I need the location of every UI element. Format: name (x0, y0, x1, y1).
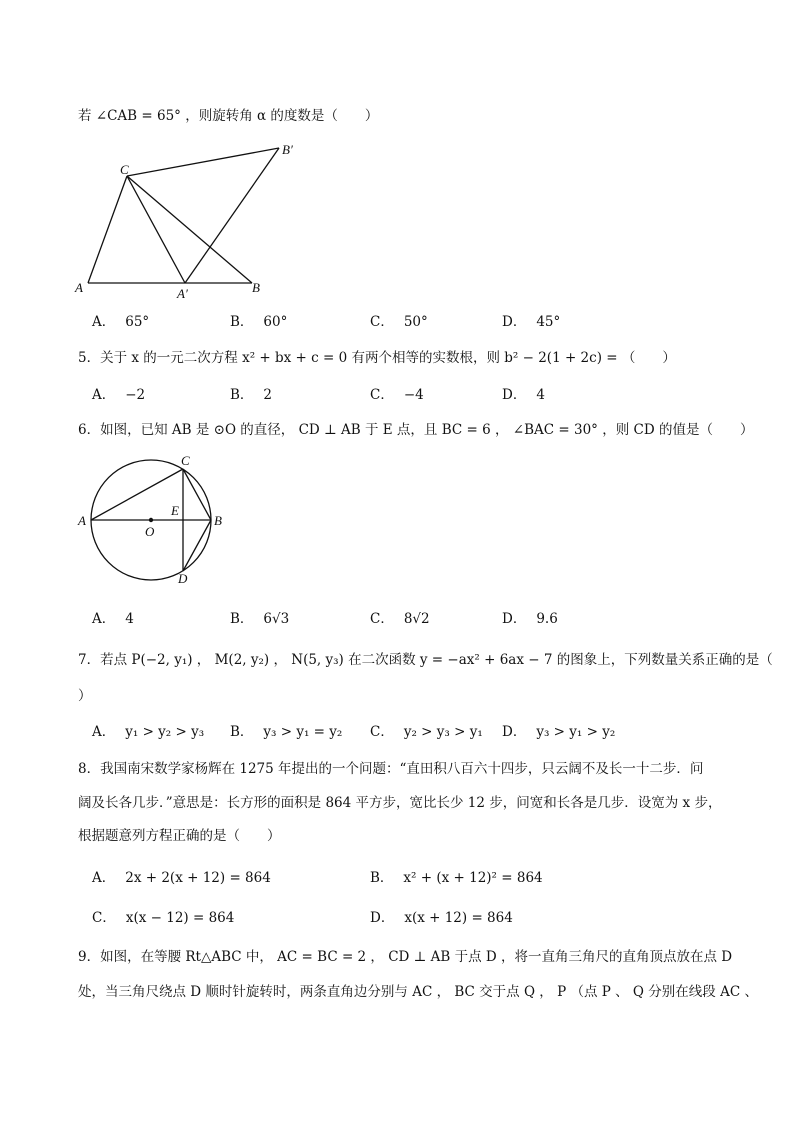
segment-A-prime-B-prime (185, 148, 279, 283)
q9-stem-line1: 9．如图，在等腰 Rt△ABC 中， AC = BC = 2 ， CD ⊥ AB 于点 D ，将一直角三角尺的直角顶点放在点 D (78, 949, 733, 965)
q4-option-a: A． 65° (92, 314, 150, 330)
q8-option-c: C． x(x − 12) = 864 (92, 910, 235, 926)
q8-option-a: A． 2x + 2(x + 12) = 864 (92, 870, 271, 886)
label-C: C (181, 453, 190, 468)
q8-option-b: B． x² + (x + 12)² = 864 (370, 870, 543, 886)
segment-CA-prime (127, 176, 185, 283)
q7-option-c: C． y₂ > y₃ > y₁ (370, 724, 483, 740)
label-O: O (145, 524, 155, 539)
q8-stem-line1: 8．我国南宋数学家杨辉在 1275 年提出的一个问题：“直田积八百六十四步，只云阔不及长一十二步．问 (78, 761, 704, 777)
q5-option-d: D． 4 (502, 387, 545, 403)
q6-stem: 6．如图，已知 AB 是 ⊙O 的直径， CD ⊥ AB 于 E 点，且 BC = 6 ， ∠BAC = 30° ，则 CD 的值是（ ） (78, 422, 754, 438)
q5-option-b: B． 2 (230, 387, 273, 403)
segment-CB (127, 176, 252, 283)
q6-option-a: A． 4 (92, 611, 134, 627)
chord-AC (91, 469, 183, 520)
q8-option-d: D． x(x + 12) = 864 (370, 910, 513, 926)
segment-CB-prime (127, 148, 279, 176)
label-C: C (120, 162, 129, 177)
q7-stem-line2: ） (78, 688, 92, 704)
q5-stem: 5．关于 x 的一元二次方程 x² + bx + c = 0 有两个相等的实数根，则 b² − 2(1 + 2c) = （ ） (78, 350, 676, 366)
q6-option-b: B． 6√3 (230, 611, 290, 627)
q6-option-c: C． 8√2 (370, 611, 430, 627)
chord-CB (183, 469, 211, 520)
q5-option-a: A． −2 (92, 387, 146, 403)
label-A: A (75, 280, 83, 295)
segment-AC (88, 176, 127, 283)
q7-option-b: B． y₃ > y₁ = y₂ (230, 724, 343, 740)
label-B: B (252, 280, 260, 295)
label-A-prime: A′ (177, 286, 188, 300)
label-B: B (214, 513, 222, 528)
center-dot-O (149, 518, 153, 522)
q4-stem: 若 ∠CAB = 65° ，则旋转角 α 的度数是（ ） (78, 108, 379, 124)
q4-option-d: D． 45° (502, 314, 561, 330)
label-E: E (171, 503, 179, 518)
q7-stem-line1: 7．若点 P(−2, y₁) ， M(2, y₂) ， N(5, y₃) 在二次函数 y = −ax² + 6ax − 7 的图象上，下列数量关系正确的是（ (78, 652, 773, 668)
label-B-prime: B′ (282, 142, 293, 157)
q9-stem-line2: 处，当三角尺绕点 D 顺时针旋转时，两条直角边分别与 AC ， BC 交于点 Q ， P （点 P 、 Q 分别在线段 AC 、 (78, 984, 758, 1000)
q8-stem-line2: 阔及长各几步．”意思是：长方形的面积是 864 平方步，宽比长少 12 步，问宽和长各是几步．设宽为 x 步， (78, 795, 722, 811)
label-D: D (178, 571, 188, 586)
chord-BD (183, 520, 211, 571)
label-A: A (78, 513, 86, 528)
q5-option-c: C． −4 (370, 387, 424, 403)
q8-stem-line3: 根据题意列方程正确的是（ ） (78, 828, 281, 844)
q4-option-c: C． 50° (370, 314, 428, 330)
q4-option-b: B． 60° (230, 314, 288, 330)
q7-option-d: D． y₃ > y₁ > y₂ (502, 724, 616, 740)
q6-circle-figure (75, 450, 245, 590)
q7-option-a: A． y₁ > y₂ > y₃ (92, 724, 205, 740)
q6-option-d: D． 9.6 (502, 611, 558, 627)
q4-rotation-figure (72, 140, 332, 300)
